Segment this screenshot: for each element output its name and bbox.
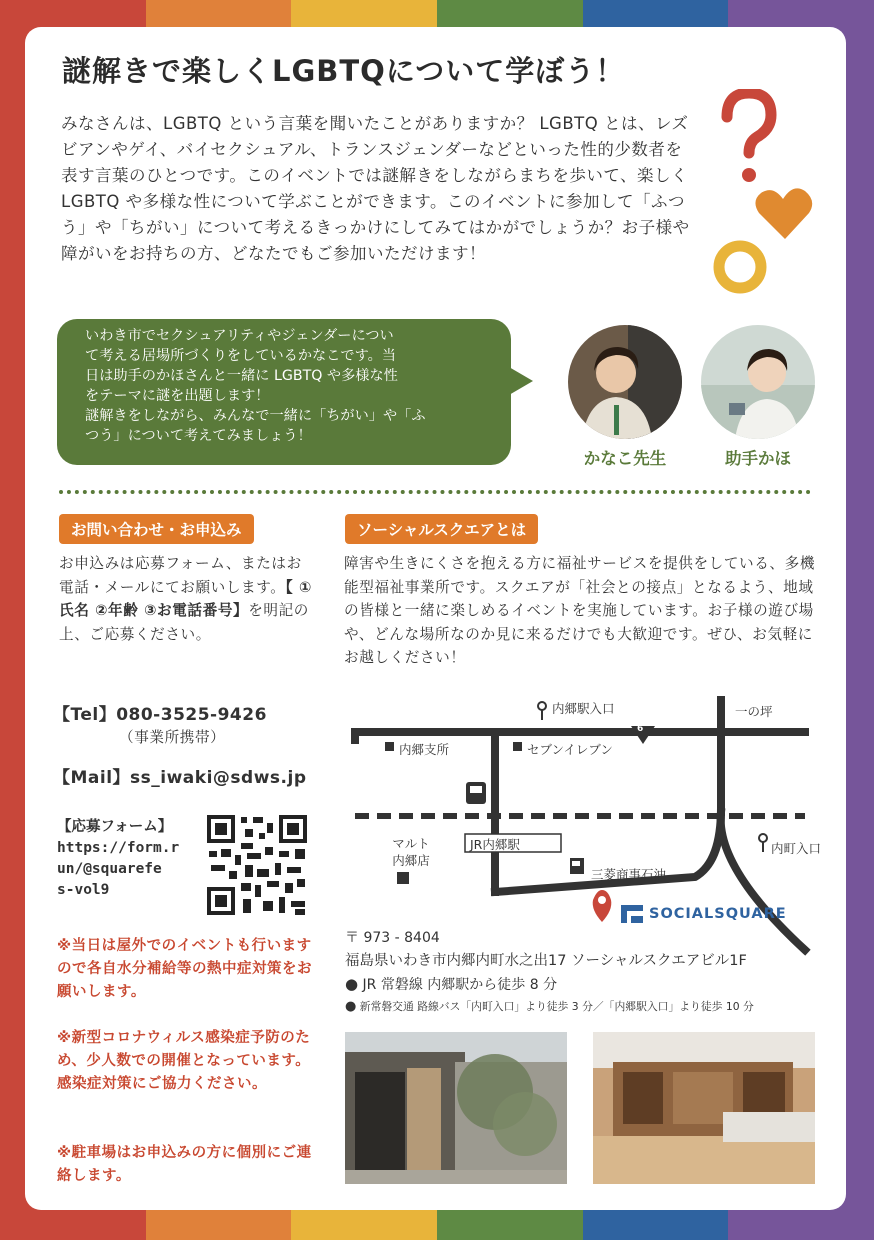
flyer-card	[25, 27, 846, 1210]
notice-parking: ※駐車場はお申込みの方に個別にご連絡します。	[57, 1145, 312, 1184]
question-mark-icon	[727, 93, 771, 182]
bubble-line: 日は助手のかほさんと一緒に LGBTQ や多様な性	[85, 368, 398, 384]
avatar-kaho	[701, 325, 815, 439]
access-train: ● JR 常磐線 内郷駅から徒歩 8 分	[345, 975, 558, 993]
decor-shapes	[713, 89, 823, 339]
heart-icon	[755, 188, 812, 239]
mail-line[interactable]: 【Mail】ss_iwaki@sdws.jp	[53, 768, 307, 788]
map-label: 内町入口	[771, 841, 822, 856]
contact-heading: お問い合わせ・お申込み	[59, 514, 254, 544]
map-label: 内郷支所	[399, 742, 450, 757]
avatar-kanako	[568, 325, 682, 439]
location-pin-icon	[593, 890, 612, 922]
speech-bubble	[57, 319, 511, 465]
map-label: マルト 内郷店	[392, 836, 430, 868]
bubble-line: 謎解きをしながら、みんなで一緒に「ちがい」や「ふ	[85, 408, 426, 424]
map-label: 一の坪	[735, 704, 773, 719]
intro-text: みなさんは、LGBTQ という言葉を聞いたことがありますか？ LGBTQ とは、レズビアンやゲイ、バイセクシュアル、トランスジェンダーなどといった性的少数者を表す言葉のひとつです。このイベントでは謎解きをしながらまちを歩いて、楽しく LGBTQ や多様な性について学ぶことができます。このイベントに参加して「ふつう」や「ちがい」について考えるきっかけにしてみてはかがでしょうか？お子様や障がいをお持ちの方、どなたでもご参加いただけます！	[61, 114, 690, 263]
postal-code: 〒 973 - 8404	[345, 930, 440, 946]
person-name: 助手かほ	[725, 449, 791, 468]
access-bus: ● 新常磐交通 路線バス「内町入口」より徒歩 3 分／「内郷駅入口」より徒歩 10 分	[345, 999, 754, 1014]
bubble-line: をテーマに謎を出題します！	[85, 388, 270, 404]
form-label: 【応募フォーム】	[57, 819, 173, 835]
about-text: 障害や生きにくさを抱える方に福祉サービスを提供をしている、多機能型福祉事業所です。スクエアが「社会との接点」となるよう、地域の皆様と一緒に楽しめるイベントを実施しています。お子様の遊び場や、どんな場所なのか見に来るだけでも大歓迎です。ぜひ、お気軽にお越しください！	[344, 555, 816, 666]
brand-logo: SOCIALSQUARE	[649, 906, 787, 922]
address-line: 福島県いわき市内郷内町水之出17 ソーシャルスクエアビル1F	[345, 953, 747, 969]
map-label: 内郷駅入口	[552, 701, 615, 716]
notice-heatstroke: ※当日は屋外でのイベントも行いますので各自水分補給等の熱中症対策をお願いします。	[57, 938, 312, 1000]
qr-code[interactable]	[205, 813, 309, 917]
map-label: セブンイレブン	[527, 742, 613, 757]
bubble-line: いわき市でセクシュアリティやジェンダーについ	[85, 328, 394, 344]
section-divider	[59, 490, 811, 494]
building-photo	[345, 1032, 567, 1184]
notice-covid: ※新型コロナウィルス感染症予防のため、少人数での開催となっています。感染症対策にご協力ください。	[57, 1030, 311, 1092]
bubble-line: つう」について考えてみましょう！	[85, 428, 312, 444]
tel-line[interactable]: 【Tel】080-3525-9426	[53, 705, 267, 725]
route-number: 6	[637, 724, 644, 734]
person-name: かなこ先生	[583, 449, 667, 468]
bus-stop-icon	[759, 834, 767, 842]
interior-photo	[593, 1032, 815, 1184]
contact-text: お申込みは応募フォーム、またはお電話・メールにてお願いします。【 ①氏名 ②年齢 ③お電話番号】を明記の上、ご応募ください。	[59, 555, 312, 643]
form-url[interactable]: https://form.r un/@squarefe s-vol9	[57, 840, 180, 898]
about-heading: ソーシャルスクエアとは	[345, 514, 538, 544]
map-station-label: JR内郷駅	[470, 837, 520, 852]
tel-note: （事業所携帯）	[119, 729, 226, 746]
bubble-line: て考える居場所づくりをしているかなこです。当	[85, 348, 396, 364]
map-label: 三菱商事石油	[591, 867, 667, 882]
bus-stop-icon	[538, 702, 546, 710]
page-title: 謎解きで楽しくLGBTQについて学ぼう！	[62, 54, 626, 88]
ring-icon	[719, 246, 761, 288]
